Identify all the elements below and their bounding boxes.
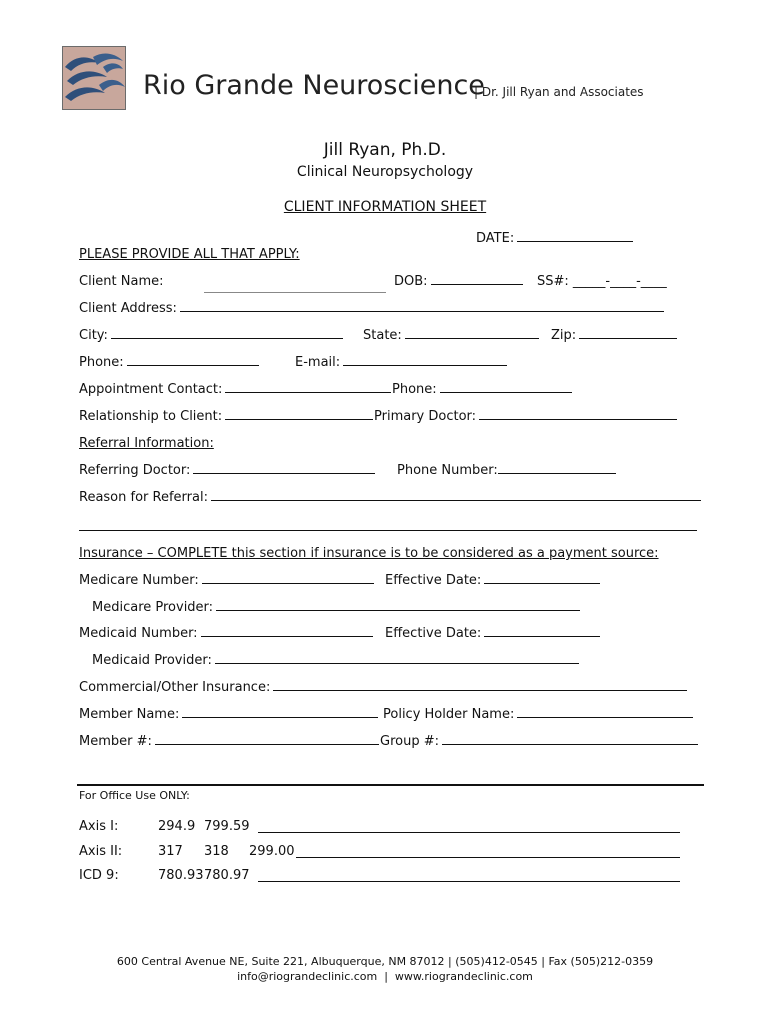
office-heading: For Office Use ONLY: (79, 789, 190, 802)
appointment-phone-field[interactable] (392, 382, 572, 397)
state-label: State: (363, 328, 402, 343)
primary-doctor-field[interactable] (374, 409, 677, 424)
phone-number-field[interactable] (397, 463, 616, 478)
state-field[interactable] (363, 328, 539, 343)
instructions: PLEASE PROVIDE ALL THAT APPLY: (79, 247, 300, 262)
insurance-heading: Insurance – COMPLETE this section if insurance is to be considered as a payment source: (79, 546, 659, 561)
medicare-provider-field[interactable] (92, 600, 580, 615)
axis1-code: 799.59 (204, 819, 250, 834)
axis1-code: 294.9 (158, 819, 196, 834)
phone-field[interactable] (79, 355, 259, 370)
company-name: Rio Grande Neuroscience (143, 70, 485, 101)
doctor-name: Jill Ryan, Ph.D. (323, 140, 447, 160)
commercial-insurance-field[interactable] (79, 680, 687, 695)
footer-address: 600 Central Avenue NE, Suite 221, Albuquerque, NM 87012 | (505)412-0545 | Fax (505)212-0359 (116, 955, 654, 968)
axis2-label: Axis II: (79, 844, 123, 859)
member-number-field[interactable] (79, 734, 379, 749)
axis1-label: Axis I: (79, 819, 119, 834)
city-label: City: (79, 328, 108, 343)
member-number-label: Member #: (79, 734, 152, 749)
effective-date-label-1: Effective Date: (385, 573, 482, 588)
email-label: E-mail: (295, 355, 341, 370)
medicaid-number-field[interactable] (79, 626, 373, 641)
effective-date-label-2: Effective Date: (385, 626, 482, 641)
date-label: DATE: (476, 231, 515, 246)
medicare-number-field[interactable] (79, 573, 374, 588)
appointment-phone-label: Phone: (392, 382, 437, 397)
footer-contact: info@riograndeclinic.com | www.riograndeclinic.com (237, 970, 533, 983)
ss-field[interactable] (537, 274, 667, 289)
primary-doctor-label: Primary Doctor: (374, 409, 477, 424)
logo-icon (62, 46, 126, 110)
ss-format: _____-____-____ (572, 274, 667, 289)
icd-code: 780.93 (158, 868, 204, 883)
referring-doctor-label: Referring Doctor: (79, 463, 191, 478)
office-divider (77, 784, 704, 786)
ss-label: SS#: (537, 274, 569, 289)
effective-date-field-1[interactable] (385, 573, 600, 588)
relationship-label: Relationship to Client: (79, 409, 223, 424)
associates-text: | Dr. Jill Ryan and Associates (474, 85, 644, 99)
effective-date-field-2[interactable] (385, 626, 600, 641)
medicaid-provider-label: Medicaid Provider: (92, 653, 212, 668)
policy-holder-label: Policy Holder Name: (383, 707, 515, 722)
phone-number-label: Phone Number: (397, 463, 498, 478)
reason-for-referral-continuation[interactable] (79, 530, 697, 531)
date-field[interactable] (476, 231, 633, 246)
relationship-field[interactable] (79, 409, 373, 424)
zip-label: Zip: (551, 328, 577, 343)
client-name-input[interactable] (204, 292, 386, 293)
form-title: CLIENT INFORMATION SHEET (283, 199, 487, 215)
member-name-field[interactable] (79, 707, 378, 722)
client-name-label: Client Name: (79, 274, 164, 289)
medicare-provider-label: Medicare Provider: (92, 600, 214, 615)
member-name-label: Member Name: (79, 707, 180, 722)
icd-code: 780.97 (204, 868, 250, 883)
medicare-number-label: Medicare Number: (79, 573, 199, 588)
axis1-input[interactable] (258, 832, 680, 833)
icd-input[interactable] (258, 881, 680, 882)
appointment-contact-label: Appointment Contact: (79, 382, 223, 397)
group-number-field[interactable] (380, 734, 698, 749)
city-field[interactable] (79, 328, 343, 343)
zip-field[interactable] (551, 328, 677, 343)
axis2-code: 299.00 (249, 844, 295, 859)
reason-for-referral-field[interactable] (79, 490, 701, 505)
phone-label: Phone: (79, 355, 124, 370)
email-field[interactable] (295, 355, 507, 370)
commercial-insurance-label: Commercial/Other Insurance: (79, 680, 271, 695)
appointment-contact-field[interactable] (79, 382, 391, 397)
dob-field[interactable] (394, 274, 523, 289)
specialty: Clinical Neuropsychology (296, 164, 474, 180)
axis2-code: 318 (204, 844, 229, 859)
client-address-label: Client Address: (79, 301, 177, 316)
icd-label: ICD 9: (79, 868, 119, 883)
reason-for-referral-label: Reason for Referral: (79, 490, 208, 505)
referring-doctor-field[interactable] (79, 463, 375, 478)
axis2-input[interactable] (296, 857, 680, 858)
axis2-code: 317 (158, 844, 183, 859)
medicaid-provider-field[interactable] (92, 653, 579, 668)
dob-label: DOB: (394, 274, 428, 289)
client-address-field[interactable] (79, 301, 664, 316)
policy-holder-field[interactable] (383, 707, 693, 722)
group-number-label: Group #: (380, 734, 439, 749)
medicaid-number-label: Medicaid Number: (79, 626, 198, 641)
referral-heading: Referral Information: (79, 436, 214, 451)
